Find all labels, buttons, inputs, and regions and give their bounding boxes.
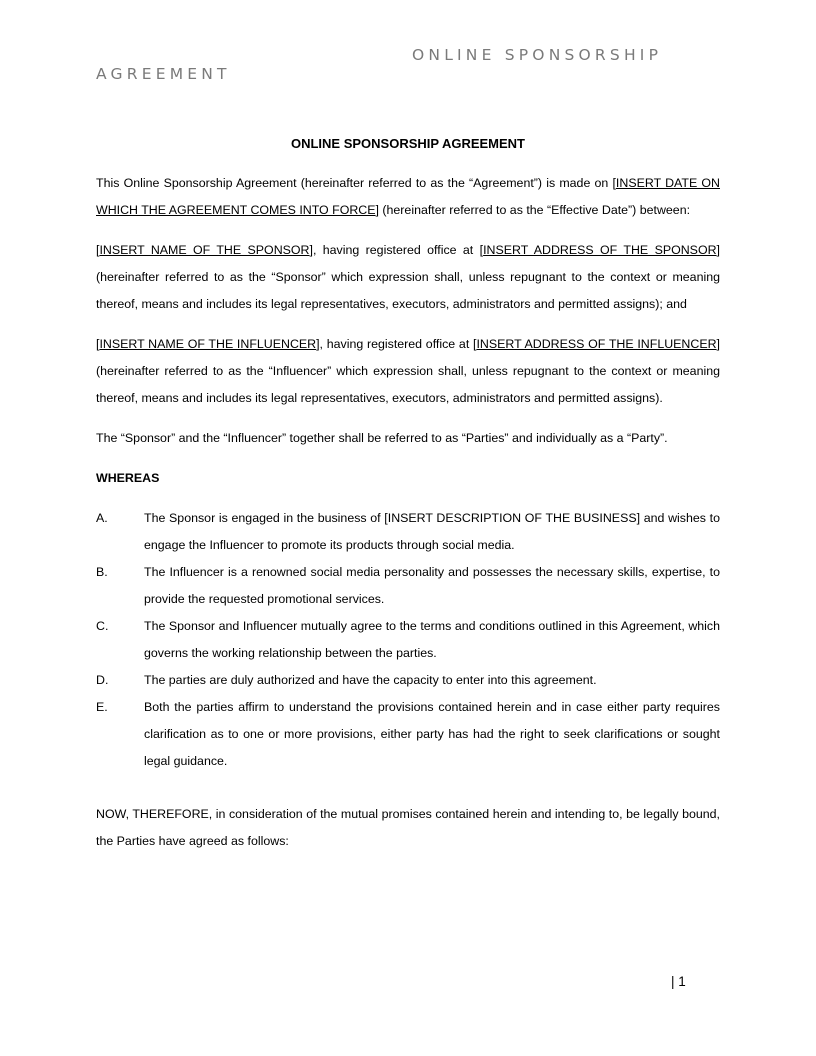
sponsor-text-3: ] (hereinafter referred to as the “Sponsor” which expression shall, unless repugnant to the context or meaning thereof, means and includes its legal representatives, executors, administrators and permitted assigns); and [96,243,720,311]
recital-text: The parties are duly authorized and have the capacity to enter into this agreement. [144,673,597,687]
influencer-name-placeholder: INSERT NAME OF THE INFLUENCER [99,337,317,351]
recital-text: The Sponsor and Influencer mutually agree to the terms and conditions outlined in this Agreement, which governs the working relationship between the parties. [144,619,720,660]
recital-text: The Influencer is a renowned social media personality and possesses the necessary skills, expertise, to provide the requested promotional services. [144,565,720,606]
effective-date-placeholder: INSERT DATE ON WHICH THE AGREEMENT COMES INTO FORCE [96,176,720,217]
intro-paragraph [96,170,720,224]
recital-label: A. [96,511,108,525]
sponsor-address-placeholder: INSERT ADDRESS OF THE SPONSOR [483,243,717,257]
recital-text: The Sponsor is engaged in the business of [INSERT DESCRIPTION OF THE BUSINESS] and wishes to engage the Influencer to promote its products through social media. [144,511,720,552]
header-title-line-1: ONLINE SPONSORSHIP [412,46,663,64]
recital-item [96,613,720,667]
recital-text: Both the parties affirm to understand the provisions contained herein and in case either party requires clarification as to one or more provisions, either party has had the right to seek clarifications or sought legal guidance. [144,700,720,768]
sponsor-name-placeholder: INSERT NAME OF THE SPONSOR [99,243,310,257]
now-therefore-paragraph: NOW, THEREFORE, in consideration of the mutual promises contained herein and intending to, be legally bound, the Parties have agreed as follows: [96,807,720,848]
parties-paragraph: The “Sponsor” and the “Influencer” together shall be referred to as “Parties” and individually as a “Party”. [96,431,668,445]
recital-label: B. [96,565,108,579]
recital-label: D. [96,673,109,687]
sponsor-paragraph [96,237,720,318]
document-title: ONLINE SPONSORSHIP AGREEMENT [290,136,526,151]
recital-label: C. [96,619,109,633]
influencer-text-2: ], having registered office at [ [316,337,477,351]
whereas-heading: WHEREAS [96,471,160,485]
intro-text-2: ] (hereinafter referred to as the “Effective Date”) between: [375,203,691,217]
section-spacer [96,775,720,801]
recitals-list [96,505,720,775]
sponsor-text-1: [ [96,243,100,257]
recital-item [96,559,720,613]
document-body [96,130,720,868]
page-number: | 1 [671,974,686,989]
recital-item [96,667,720,694]
header-title-line-2: AGREEMENT [96,65,231,83]
influencer-paragraph [96,331,720,412]
recital-item [96,694,720,775]
influencer-address-placeholder: INSERT ADDRESS OF THE INFLUENCER [476,337,717,351]
influencer-text-3: ] (hereinafter referred to as the “Influencer” which expression shall, unless repugnant to the context or meaning thereof, means and includes its legal representatives, executors, administrators and permitted assigns). [96,337,720,405]
influencer-text-1: [ [96,337,100,351]
recital-item [96,505,720,559]
intro-text-1: This Online Sponsorship Agreement (hereinafter referred to as the “Agreement”) is made on [ [96,176,616,190]
sponsor-text-2: ], having registered office at [ [309,243,484,257]
recital-label: E. [96,700,108,714]
page-header [96,46,720,84]
